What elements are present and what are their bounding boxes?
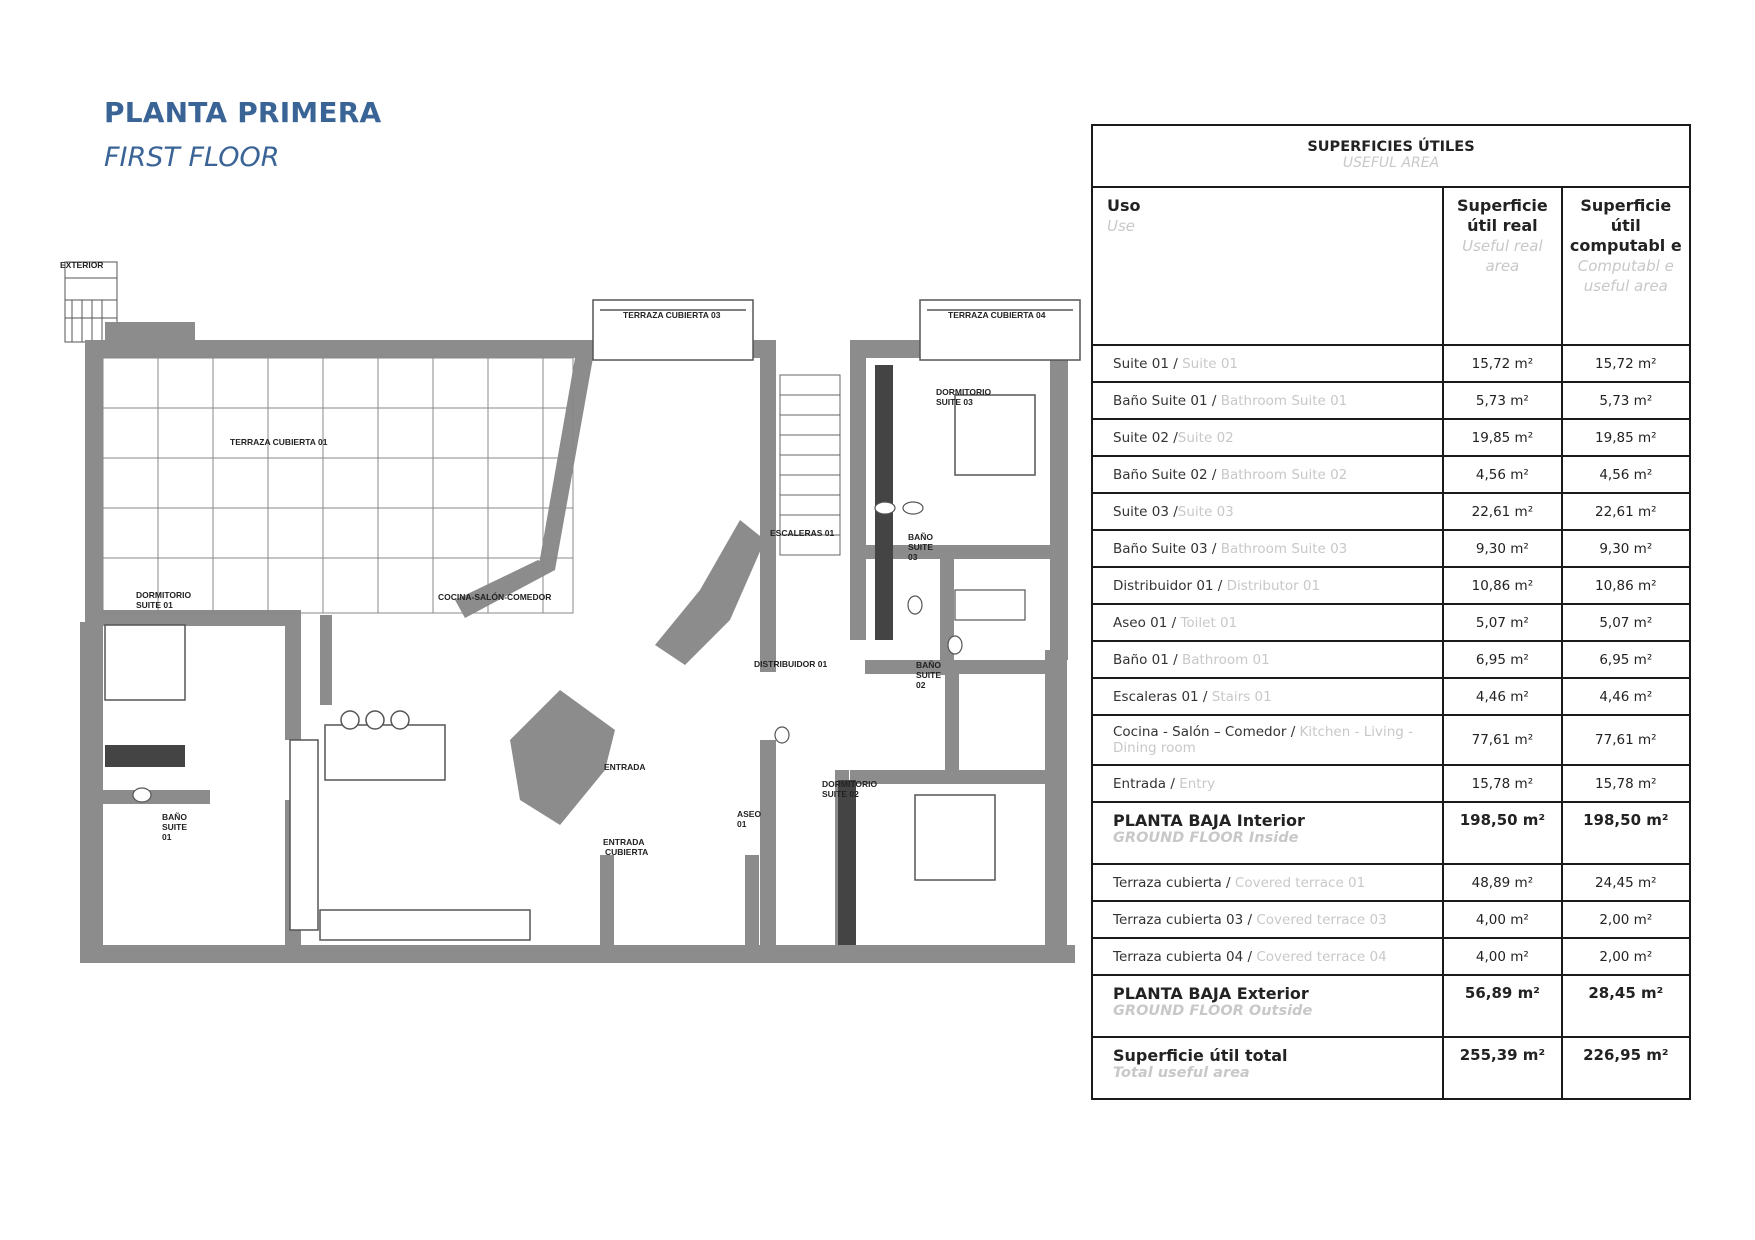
label-bano-suite-03-b: SUITE — [908, 542, 934, 552]
terraces-03-04 — [593, 300, 1080, 360]
label-terraza-03: TERRAZA CUBIERTA 03 — [623, 310, 721, 320]
table-row — [1092, 530, 1690, 567]
row-comp: 5,73 m² — [1562, 382, 1690, 419]
floor-plan-drawing — [60, 260, 1060, 990]
table-row — [1092, 567, 1690, 604]
table-title-en: USEFUL AREA — [1342, 155, 1440, 171]
label-aseo-01: 01 — [737, 819, 747, 829]
row-use-es: Baño Suite 02 / — [1113, 466, 1221, 483]
row-real: 77,61 m² — [1443, 715, 1561, 765]
table-row — [1092, 765, 1690, 802]
label-suite-01: SUITE 01 — [136, 600, 173, 610]
exterior-total-en: GROUND FLOOR Outside — [1113, 1003, 1313, 1019]
row-comp: 4,56 m² — [1562, 456, 1690, 493]
row-real: 15,72 m² — [1443, 345, 1561, 382]
row-use-es: Suite 03 / — [1113, 503, 1178, 520]
row-use-en: Covered terrace 04 — [1256, 948, 1387, 965]
table-title-es: SUPERFICIES ÚTILES — [1307, 139, 1475, 155]
col-real-en: Useful real area — [1462, 237, 1543, 275]
label-dormitorio-03: DORMITORIO — [936, 387, 992, 397]
row-use-es: Cocina - Salón – Comedor / — [1113, 724, 1300, 740]
row-use-en: Covered terrace 01 — [1234, 874, 1366, 891]
kitchen — [290, 711, 530, 940]
label-bano-suite-03-c: 03 — [908, 552, 918, 562]
row-real: 5,73 m² — [1443, 382, 1561, 419]
row-use-es: Aseo 01 / — [1113, 614, 1181, 631]
row-comp: 24,45 m² — [1562, 864, 1690, 901]
label-entrada-cubierta-b: CUBIERTA — [605, 847, 649, 857]
row-use-en: Bathroom Suite 01 — [1220, 392, 1348, 409]
label-bano-suite-03-a: BAÑO — [908, 532, 934, 542]
row-use-en: Bathroom Suite 02 — [1220, 466, 1348, 483]
col-comp-en: Computabl e useful area — [1577, 257, 1674, 295]
label-dormitorio-01: DORMITORIO — [136, 590, 192, 600]
interior-total-real: 198,50 m² — [1443, 802, 1561, 864]
row-use-es: Terraza cubierta / — [1113, 874, 1235, 891]
row-real: 5,07 m² — [1443, 604, 1561, 641]
row-use-es: Baño Suite 03 / — [1113, 540, 1221, 557]
row-comp: 22,61 m² — [1562, 493, 1690, 530]
label-dormitorio-02: DORMITORIO — [822, 779, 878, 789]
row-use-es: Suite 01 / — [1113, 355, 1183, 372]
label-aseo: ASEO — [737, 809, 762, 819]
row-real: 10,86 m² — [1443, 567, 1561, 604]
page-subtitle: FIRST FLOOR — [104, 142, 280, 173]
row-real: 4,00 m² — [1443, 901, 1561, 938]
row-use-es: Terraza cubierta 04 / — [1113, 948, 1257, 965]
label-suite-02: SUITE 02 — [822, 789, 859, 799]
row-comp: 6,95 m² — [1562, 641, 1690, 678]
label-entrada-cubierta-a: ENTRADA — [603, 837, 645, 847]
exterior-total-row — [1092, 975, 1690, 1037]
floor-plan — [60, 260, 1060, 990]
label-terraza-01: TERRAZA CUBIERTA 01 — [230, 437, 328, 447]
row-comp: 77,61 m² — [1562, 715, 1690, 765]
table-row — [1092, 678, 1690, 715]
table-row — [1092, 604, 1690, 641]
row-use-en: Suite 02 — [1177, 429, 1234, 446]
label-distribuidor: DISTRIBUIDOR 01 — [754, 659, 828, 669]
row-comp: 19,85 m² — [1562, 419, 1690, 456]
grand-total-row — [1092, 1037, 1690, 1099]
interior-total-es: PLANTA BAJA Interior — [1113, 811, 1305, 830]
row-real: 22,61 m² — [1443, 493, 1561, 530]
table-row — [1092, 864, 1690, 901]
col-use-en: Use — [1107, 217, 1136, 235]
exterior-total-real: 56,89 m² — [1443, 975, 1561, 1037]
row-use-en: Distributor 01 — [1226, 577, 1321, 594]
row-real: 4,56 m² — [1443, 456, 1561, 493]
row-use-en: Suite 01 — [1182, 355, 1239, 372]
row-use-es: Suite 02 / — [1113, 429, 1178, 446]
page-title: PLANTA PRIMERA — [104, 96, 382, 129]
grand-total-es: Superficie útil total — [1113, 1046, 1288, 1065]
column-header-row — [1092, 187, 1690, 345]
label-terraza-04: TERRAZA CUBIERTA 04 — [948, 310, 1046, 320]
row-comp: 15,78 m² — [1562, 765, 1690, 802]
label-cocina: COCINA-SALÓN-COMEDOR — [438, 592, 552, 602]
table-row — [1092, 715, 1690, 765]
table-row — [1092, 493, 1690, 530]
grand-total-real: 255,39 m² — [1443, 1037, 1561, 1099]
label-bano-suite-01-c: 01 — [162, 832, 172, 842]
col-comp-es: Superficie útil computabl e — [1569, 196, 1682, 255]
table-title — [1092, 125, 1690, 187]
label-bano-suite-02-a: BAÑO — [916, 660, 942, 670]
row-use-es: Distribuidor 01 / — [1113, 577, 1227, 594]
row-use-en: Bathroom 01 — [1181, 651, 1270, 668]
row-use-en: Entry — [1179, 775, 1216, 792]
row-comp: 4,46 m² — [1562, 678, 1690, 715]
table-row — [1092, 456, 1690, 493]
row-use-es: Baño 01 / — [1113, 651, 1182, 668]
col-real-es: Superficie útil real — [1456, 196, 1548, 235]
row-real: 19,85 m² — [1443, 419, 1561, 456]
row-use-es: Terraza cubierta 03 / — [1113, 911, 1257, 928]
row-comp: 2,00 m² — [1562, 938, 1690, 975]
table-row — [1092, 382, 1690, 419]
row-use-es: Escaleras 01 / — [1113, 688, 1212, 705]
label-escaleras: ESCALERAS 01 — [770, 528, 835, 538]
label-bano-suite-01-b: SUITE — [162, 822, 188, 832]
row-comp: 9,30 m² — [1562, 530, 1690, 567]
row-use-en: Covered terrace 03 — [1256, 911, 1387, 928]
terrace-01-tiles — [103, 358, 573, 613]
row-use-en: Toilet 01 — [1180, 614, 1238, 631]
row-comp: 2,00 m² — [1562, 901, 1690, 938]
row-real: 4,46 m² — [1443, 678, 1561, 715]
table-row — [1092, 419, 1690, 456]
label-bano-suite-02-b: SUITE — [916, 670, 942, 680]
row-comp: 10,86 m² — [1562, 567, 1690, 604]
grand-total-comp: 226,95 m² — [1562, 1037, 1690, 1099]
row-real: 6,95 m² — [1443, 641, 1561, 678]
exterior-total-es: PLANTA BAJA Exterior — [1113, 984, 1309, 1003]
row-use-en: Stairs 01 — [1211, 688, 1272, 705]
col-use-es: Uso — [1107, 196, 1141, 215]
row-real: 9,30 m² — [1443, 530, 1561, 567]
table-row — [1092, 345, 1690, 382]
grand-total-en: Total useful area — [1113, 1065, 1250, 1081]
table-row — [1092, 641, 1690, 678]
label-exterior: EXTERIOR — [60, 260, 104, 270]
row-use-en: Bathroom Suite 03 — [1220, 540, 1348, 557]
table-title-row — [1092, 125, 1690, 187]
row-comp: 5,07 m² — [1562, 604, 1690, 641]
row-use-en: Kitchen - Living - Dining room — [1113, 724, 1414, 756]
label-entrada: ENTRADA — [604, 762, 646, 772]
row-use-es: Entrada / — [1113, 775, 1180, 792]
col-header-computable — [1562, 187, 1690, 345]
label-bano-suite-02-c: 02 — [916, 680, 926, 690]
table-row — [1092, 938, 1690, 975]
label-suite-03: SUITE 03 — [936, 397, 973, 407]
exterior-total-comp: 28,45 m² — [1562, 975, 1690, 1037]
row-use-en: Suite 03 — [1177, 503, 1234, 520]
interior-total-comp: 198,50 m² — [1562, 802, 1690, 864]
col-header-use — [1092, 187, 1443, 345]
interior-total-en: GROUND FLOOR Inside — [1113, 830, 1299, 846]
label-bano-suite-01-a: BAÑO — [162, 812, 188, 822]
row-real: 15,78 m² — [1443, 765, 1561, 802]
areas-table — [1091, 124, 1691, 1100]
table-row — [1092, 901, 1690, 938]
row-use-es: Baño Suite 01 / — [1113, 392, 1221, 409]
row-comp: 15,72 m² — [1562, 345, 1690, 382]
row-real: 48,89 m² — [1443, 864, 1561, 901]
interior-total-row — [1092, 802, 1690, 864]
col-header-real — [1443, 187, 1561, 345]
row-real: 4,00 m² — [1443, 938, 1561, 975]
